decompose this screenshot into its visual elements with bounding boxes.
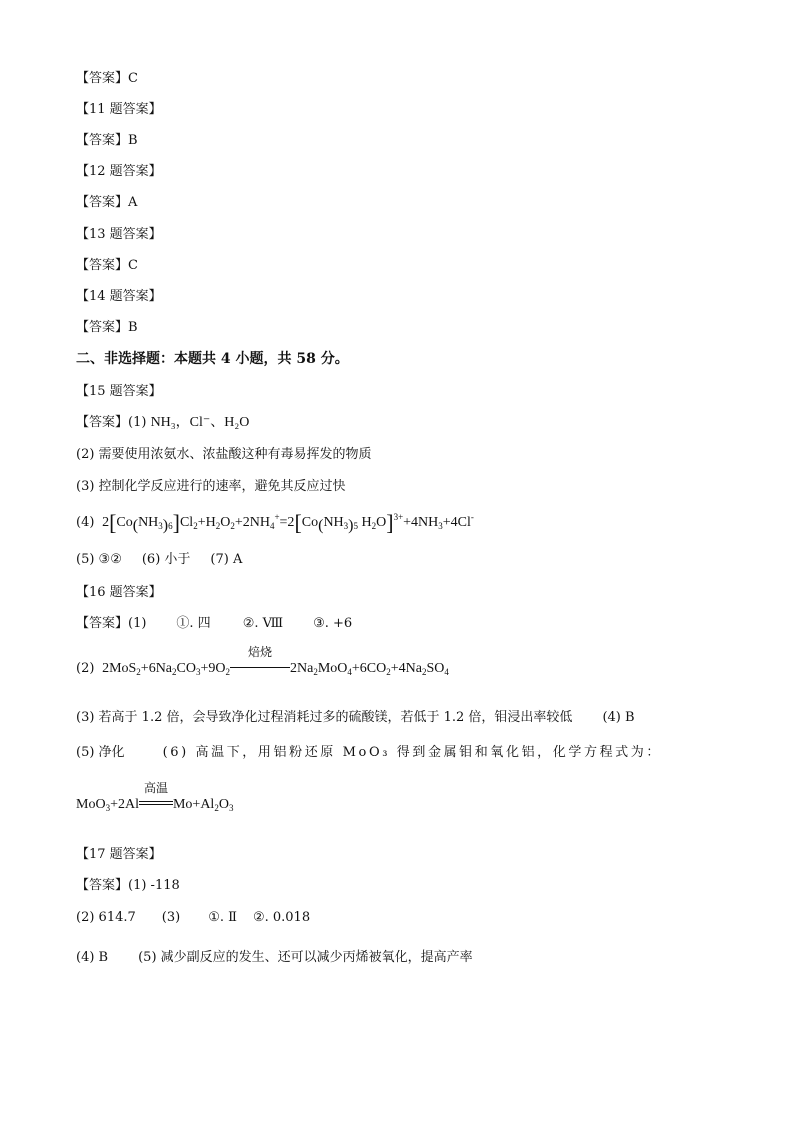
- sub-answer: ①. 四: [176, 616, 211, 631]
- q16-answer-4: (4) B: [602, 710, 635, 725]
- q15-answer-1: [76, 414, 249, 432]
- sub-answer: ②. 0.018: [252, 910, 311, 925]
- answer-line: 【答案】C: [76, 258, 138, 273]
- answer-number: (3): [161, 910, 181, 925]
- q15-answer-6: (6) 小于: [141, 552, 191, 567]
- q17-answer-2: (2) 614.7: [76, 910, 136, 925]
- q17-answer-2-3: [76, 909, 310, 927]
- answer-line: 【答案】C: [76, 71, 138, 86]
- q15-answer-4: [76, 510, 474, 535]
- q15-answer-3: (3) 控制化学反应进行的速率，避免其反应过快: [76, 479, 346, 494]
- q17-answer-1: 【答案】(1) -118: [76, 878, 180, 893]
- q16-answer-5: (5) 净化: [76, 745, 125, 760]
- answer-number: (2): [76, 661, 95, 676]
- reaction-condition: 焙烧: [230, 660, 290, 678]
- q16-answer-6-equation: [76, 781, 234, 814]
- question-label: 【13 题答案】: [76, 227, 162, 242]
- question-label: 【14 题答案】: [76, 289, 162, 304]
- q16-answer-5-6: [76, 744, 662, 762]
- q16-answer-2: [76, 645, 449, 678]
- answer-line: 【答案】B: [76, 133, 138, 148]
- q17-answer-4-5: [76, 949, 473, 967]
- q17-answer-4: (4) B: [76, 950, 109, 965]
- q15-answer-7: (7) A: [210, 552, 243, 567]
- chem-species: NH₃，Cl⁻、H₂O: [150, 415, 250, 430]
- sub-answer: ②. Ⅷ: [242, 616, 284, 631]
- answer-line: 【答案】A: [76, 195, 138, 210]
- q16-answer-1: [76, 615, 352, 633]
- answer-prefix: 【答案】(1): [76, 616, 147, 631]
- question-label: 【17 题答案】: [76, 847, 162, 862]
- question-label: 【12 题答案】: [76, 164, 162, 179]
- answer-number: (4): [76, 515, 95, 530]
- question-label: 【11 题答案】: [76, 102, 162, 117]
- reaction-condition: 高温: [139, 796, 173, 814]
- answer-line: 【答案】B: [76, 320, 138, 335]
- question-label: 【16 题答案】: [76, 585, 162, 600]
- q16-answer-3-4: [76, 709, 635, 727]
- answer-prefix: 【答案】(1): [76, 415, 151, 430]
- q16-answer-3: (3) 若高于 1.2 倍，会导致净化过程消耗过多的硫酸镁，若低于 1.2 倍，钼浸出率较低: [76, 710, 573, 725]
- q15-answer-5-7: [76, 551, 242, 569]
- q17-answer-5: (5) 减少副反应的发生、还可以减少丙烯被氧化，提高产率: [138, 950, 473, 965]
- question-label: 【15 题答案】: [76, 384, 162, 399]
- sub-answer: ①. Ⅱ: [208, 910, 237, 925]
- q15-answer-5: (5) ③②: [76, 552, 122, 567]
- chemical-equation: MoO$_3$+2Al 高温 $Mo+Al_2O_3$: [76, 781, 234, 813]
- chemical-equation: $2MoS_2+6Na_2CO_3+9O_2$ 焙烧 $2Na_2MoO_4+6CO_2+4Na_2SO_4$: [98, 645, 449, 677]
- section-heading: 二、非选择题：本题共 4 小题，共 58 分。: [76, 351, 349, 367]
- q15-answer-2: (2) 需要使用浓氨水、浓盐酸这种有毒易挥发的物质: [76, 447, 372, 462]
- chemical-equation: $2[Co(NH_3)_6]Cl_2+H_2O_2+2NH_4^+=2[Co(NH_3)_5$ $H_2O]^{3+}+4NH_3+4Cl^-$: [98, 510, 474, 535]
- sub-answer: ③. +6: [313, 616, 353, 631]
- q16-answer-6: (6) 高温下，用铝粉还原 MoO₃ 得到金属钼和氧化铝，化学方程式为：: [162, 745, 662, 760]
